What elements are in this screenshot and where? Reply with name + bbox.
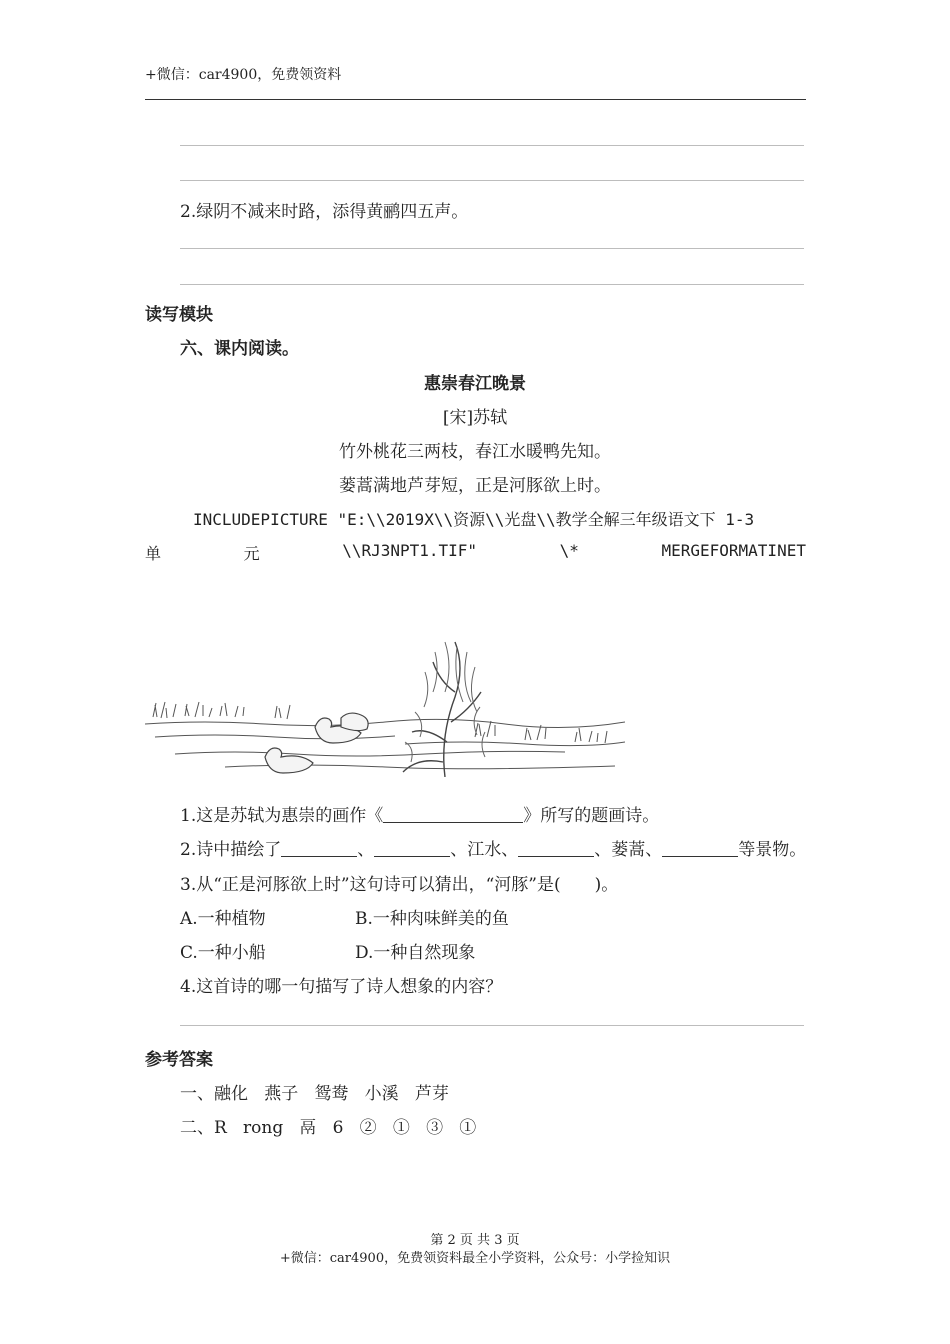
poem-line-2: 蒌蒿满地芦芽短，正是河豚欲上时。 (339, 476, 611, 496)
answer-1: 一、融化 燕子 鸳鸯 小溪 芦芽 (180, 1084, 449, 1104)
option-a: A.一种植物 (180, 909, 266, 929)
answers-title: 参考答案 (145, 1050, 213, 1070)
field-code-line1: INCLUDEPICTURE "E:\\2019X\\资源\\光盘\\教学全解三年级语文下 1-3 (193, 510, 755, 529)
footer-note: +微信：car4900，免费领资料最全小学资料，公众号：小学捡知识 (279, 1251, 671, 1266)
question-1 (180, 801, 659, 826)
field-code-part: 单 (145, 544, 162, 563)
poem-author: [宋]苏轼 (442, 408, 508, 428)
q2-sep: 、江水、 (450, 840, 519, 860)
field-code-part: MERGEFORMATINET (661, 541, 806, 560)
q2-blank[interactable] (662, 837, 738, 857)
option-b: B.一种肉味鲜美的鱼 (355, 909, 509, 929)
option-c: C.一种小船 (180, 943, 266, 963)
q3-text: 3.从“正是河豚欲上时”这句诗可以猜出，“河豚”是( (180, 875, 561, 895)
q2-text-end: 等景物。 (738, 840, 807, 860)
q2-text: 2.诗中描绘了 (180, 840, 282, 860)
poem-line-1: 竹外桃花三两枝，春江水暖鸭先知。 (339, 442, 611, 462)
q2-sep: 、蒌蒿、 (594, 840, 663, 860)
answer-line (180, 180, 804, 181)
field-code-part: 元 (243, 544, 260, 563)
answer-line (180, 284, 804, 285)
option-d: D.一种自然现象 (355, 943, 476, 963)
q2-blank[interactable] (374, 837, 450, 857)
header-note: +微信：car4900，免费领资料 (145, 67, 342, 83)
answer-line (180, 1025, 804, 1026)
page-number: 第 2 页 共 3 页 (430, 1233, 520, 1248)
field-code-line2 (145, 541, 806, 564)
question-2 (180, 835, 806, 860)
q3-text-end: )。 (594, 875, 619, 895)
q1-text-end: 》所写的题画诗。 (523, 806, 660, 826)
q5-item2: 2.绿阴不减来时路，添得黄鹂四五声。 (180, 202, 469, 222)
q1-text: 1.这是苏轼为惠崇的画作《 (180, 806, 384, 826)
question-4: 4.这首诗的哪一句描写了诗人想象的内容？ (180, 977, 503, 997)
answer-line (180, 248, 804, 249)
answer-2: 二、R rong 鬲 6 ② ① ③ ① (180, 1118, 477, 1138)
q2-blank[interactable] (518, 837, 594, 857)
answer-line (180, 145, 804, 146)
q2-sep: 、 (357, 840, 375, 860)
section-title: 读写模块 (145, 305, 213, 325)
part6-title: 六、课内阅读。 (180, 339, 299, 359)
field-code-part: \\RJ3NPT1.TIF" (342, 541, 478, 560)
q1-blank[interactable] (383, 803, 523, 823)
question-3 (180, 870, 618, 895)
q2-blank[interactable] (281, 837, 357, 857)
field-code-part: \* (559, 541, 579, 560)
header-rule (145, 99, 806, 100)
poem-title: 惠崇春江晚景 (424, 374, 526, 394)
poem-illustration (145, 632, 625, 777)
